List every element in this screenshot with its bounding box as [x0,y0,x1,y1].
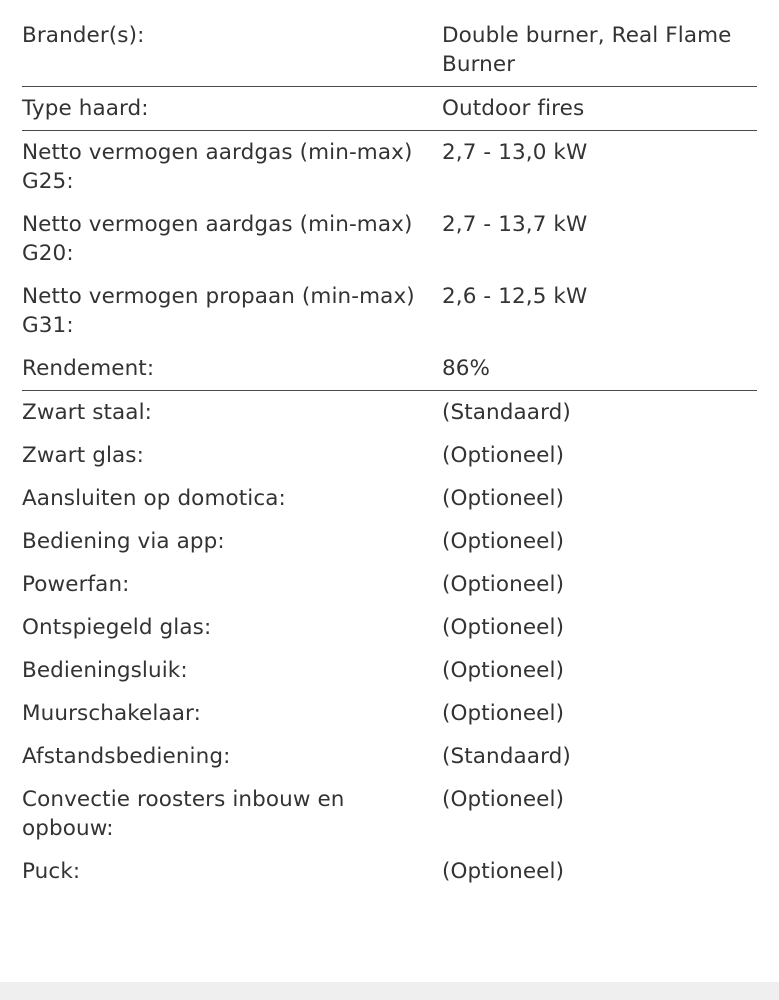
spec-label: Afstandsbediening: [22,744,231,770]
spec-value: (Optioneel) [442,787,565,813]
spec-label: Netto vermogen aardgas (min-max) G25: [22,140,413,195]
spec-label: Puck: [22,859,81,885]
spec-value: (Optioneel) [442,572,565,598]
table-row [22,131,757,204]
spec-value: (Optioneel) [442,658,565,684]
specification-table [22,14,757,893]
table-row [22,203,757,275]
spec-label: Zwart glas: [22,443,144,469]
bottom-strip [0,982,779,1000]
spec-label: Convectie roosters inbouw en opbouw: [22,787,345,842]
table-row [22,850,757,893]
spec-value: Outdoor fires [442,87,757,131]
spec-label: Zwart staal: [22,400,152,426]
spec-value: (Optioneel) [442,859,565,885]
table-row [22,275,757,347]
spec-label: Netto vermogen aardgas (min-max) G20: [22,212,413,267]
table-row [22,563,757,606]
spec-value: (Standaard) [442,744,571,770]
spec-label: Aansluiten op domotica: [22,486,286,512]
spec-label: Bediening via app: [22,529,225,555]
spec-value: Double burner, Real Flame Burner [442,14,757,87]
spec-label: Ontspiegeld glas: [22,615,212,641]
spec-label: Netto vermogen propaan (min-max) G31: [22,284,415,339]
table-row [22,87,757,131]
table-row [22,649,757,692]
table-row [22,347,757,391]
table-row [22,606,757,649]
table-row [22,692,757,735]
spec-label: Muurschakelaar: [22,701,201,727]
spec-label: Type haard: [22,87,442,131]
table-row [22,434,757,477]
spec-value: (Optioneel) [442,486,565,512]
specification-table-body [22,14,757,893]
spec-label: Powerfan: [22,572,130,598]
spec-value: 2,7 - 13,0 kW [442,140,588,166]
table-row [22,520,757,563]
spec-value: (Optioneel) [442,443,565,469]
spec-label: Rendement: [22,347,442,391]
table-row [22,14,757,87]
spec-value: (Optioneel) [442,615,565,641]
table-row [22,391,757,435]
table-row [22,778,757,850]
spec-label: Bedieningsluik: [22,658,188,684]
spec-label: Brander(s): [22,14,442,87]
table-row [22,477,757,520]
spec-value: (Optioneel) [442,701,565,727]
spec-value: (Standaard) [442,400,571,426]
spec-value: 2,6 - 12,5 kW [442,284,588,310]
spec-value: (Optioneel) [442,529,565,555]
spec-value: 86% [442,347,757,391]
table-row [22,735,757,778]
spec-value: 2,7 - 13,7 kW [442,212,588,238]
